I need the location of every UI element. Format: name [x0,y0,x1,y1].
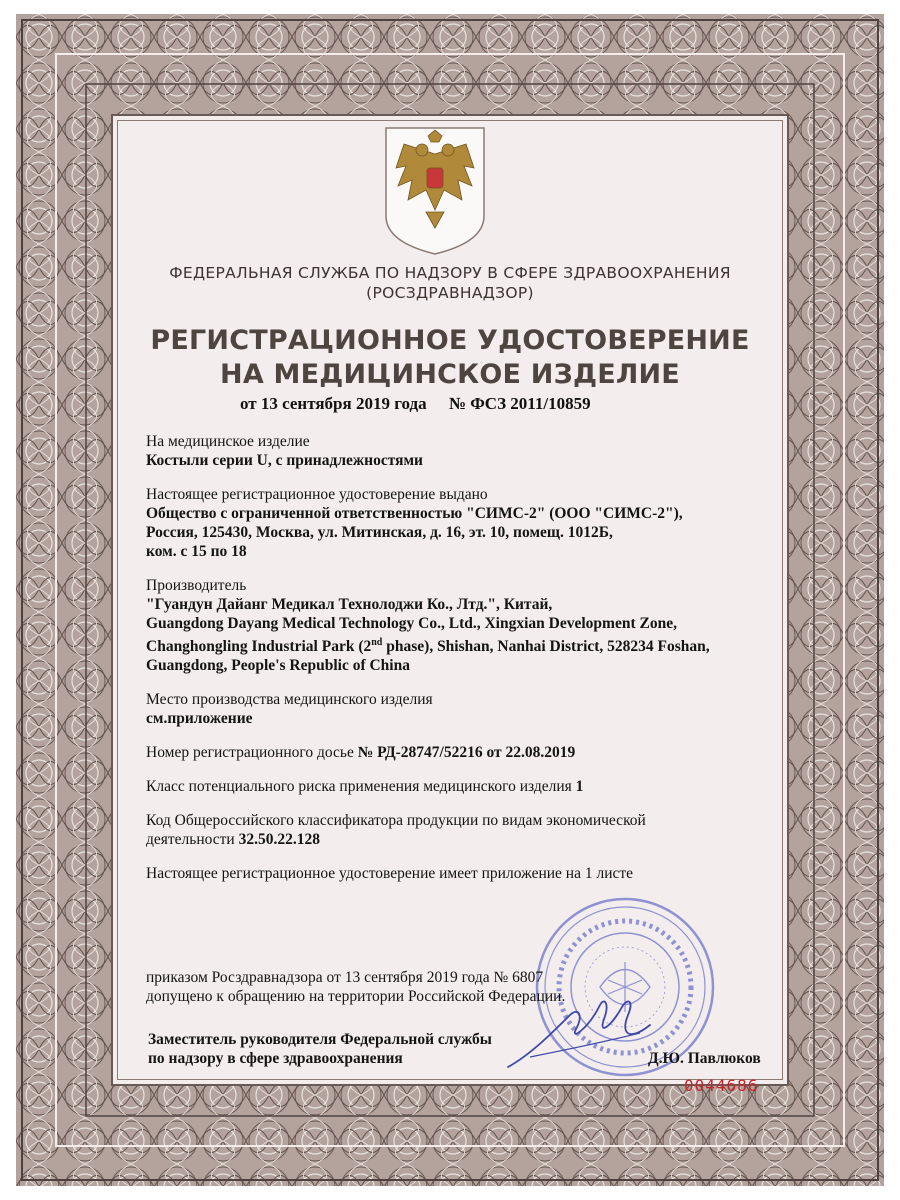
issued-line: Общество с ограниченной ответственностью "СИМС-2" (ООО "СИМС-2"), [146,505,683,522]
risk-section [146,777,766,796]
dossier-section [146,743,766,762]
appendix-note: Настоящее регистрационное удостоверение имеет приложение на 1 листе [146,865,634,883]
manufacturer-label: Производитель [146,577,247,594]
okpd-value: 32.50.22.128 [238,831,320,849]
deputy-title [148,1030,492,1068]
issued-label: Настоящее регистрационное удостоверение выдано [146,486,488,503]
deputy-line: по надзору в сфере здравоохранения [148,1050,403,1067]
handwritten-signature-icon [500,985,660,1075]
issued-section [146,485,766,561]
manufacturer-line: Guangdong, People's Republic of China [146,657,410,675]
manufacturer-line-superscript: nd [371,637,383,648]
issued-line: Россия, 125430, Москва, ул. Митинская, д. 16, эт. 10, помещ. 1012Б, [146,524,613,541]
signer-name: Д.Ю. Павлюков [648,1050,761,1067]
certificate-title: РЕГИСТРАЦИОННОЕ УДОСТОВЕРЕНИЕ [150,325,750,356]
issued-line: ком. с 15 по 18 [146,543,247,560]
serial-number: 0044686 [684,1076,759,1095]
manufacturer-line-part: Changhongling Industrial Park (2 [146,638,372,656]
dossier-value: № РД-28747/52216 от 22.08.2019 [357,744,576,762]
agency-name: ФЕДЕРАЛЬНАЯ СЛУЖБА ПО НАДЗОРУ В СФЕРЕ ЗДРАВООХРАНЕНИЯ [169,264,731,282]
okpd-section [146,811,766,849]
certificate-date: от 13 сентября 2019 года [240,394,427,413]
okpd-label: Код Общероссийского классификатора продукции по видам экономической [146,812,646,830]
device-value: Костыли серии U, с принадлежностями [146,452,423,469]
certificate-date-number [240,394,591,414]
device-label: На медицинское изделие [146,433,310,450]
risk-label: Класс потенциального риска применения медицинского изделия [146,778,572,796]
device-section [146,432,766,470]
manufacturer-line: Guangdong Dayang Medical Technology Co., Ltd., Xingxian Development Zone, [146,615,677,632]
dossier-label: Номер регистрационного досье [146,744,354,762]
certificate-body [146,432,766,898]
manufacturer-line [146,633,766,656]
risk-value: 1 [575,778,584,796]
order-line: допущено к обращению на территории Российской Федерации. [146,988,566,1005]
order-line: приказом Росздравнадзора от 13 сентября 2019 года № 6807 [146,969,544,986]
okpd-label-cont: деятельности [146,831,235,849]
deputy-line: Заместитель руководителя Федеральной службы [148,1031,492,1048]
place-value: см.приложение [146,710,253,728]
place-label: Место производства медицинского изделия [146,691,433,709]
place-section [146,690,766,728]
manufacturer-section [146,576,766,675]
manufacturer-line-part: phase), Shishan, Nanhai District, 528234 Foshan, [382,638,710,656]
certificate-number: № ФСЗ 2011/10859 [448,394,591,413]
agency-abbreviation: (РОСЗДРАВНАДЗОР) [366,284,534,302]
russian-coat-of-arms-icon [382,124,488,256]
certificate-subtitle: НА МЕДИЦИНСКОЕ ИЗДЕЛИЕ [220,359,680,390]
manufacturer-line: "Гуандун Дайанг Медикал Технолоджи Ко., Лтд.", Китай, [146,596,553,613]
